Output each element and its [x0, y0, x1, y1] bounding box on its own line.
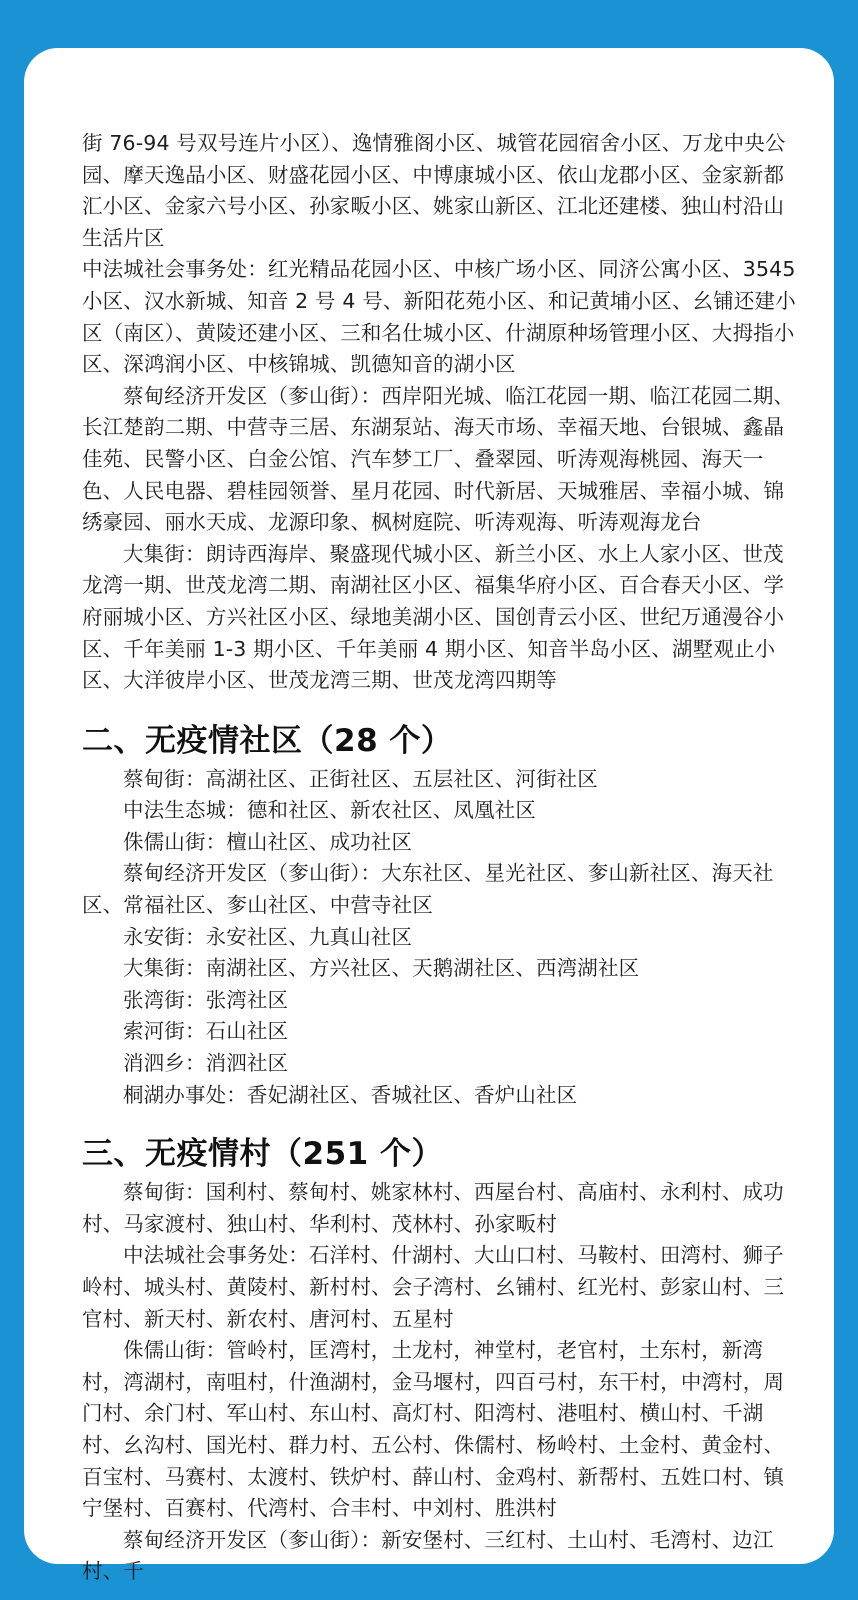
paragraph-zhongfacheng-communities: 中法城社会事务处：红光精品花园小区、中核广场小区、同济公寓小区、3545小区、汉水新城、知音 2 号 4 号、新阳花苑小区、和记黄埔小区、幺铺还建小区（南区）、黄陵还建小区、三和名仕城小区、什湖原种场管理小区、大拇指小区、深鸿润小区、中核锦城、凯德知音的湖小区	[82, 257, 796, 377]
document-body	[82, 128, 804, 1588]
paragraph-caidian-dev-zone-communities: 蔡甸经济开发区（奓山街）：西岸阳光城、临江花园一期、临江花园二期、长江楚韵二期、中营寺三居、东湖泵站、海天市场、幸福天地、台银城、鑫晶佳苑、民警小区、白金公馆、汽车梦工厂、叠翠园、听涛观海桃园、海天一色、人民电器、碧桂园领誉、星月花园、时代新居、天城雅居、幸福小城、锦绣豪园、丽水天成、龙源印象、枫树庭院、听涛观海、听涛观海龙台	[82, 383, 795, 535]
list-item: 蔡甸经济开发区（奓山街）：大东社区、星光社区、奓山新社区、海天社区、常福社区、奓山社区、中营寺社区	[82, 861, 774, 918]
list-item: 张湾街：张湾社区	[123, 987, 289, 1012]
list-item: 桐湖办事处：香妃湖社区、香城社区、香炉山社区	[123, 1082, 578, 1107]
paragraph-continued-list: 街 76-94 号双号连片小区）、逸情雅阁小区、城管花园宿舍小区、万龙中央公园、摩天逸品小区、财盛花园小区、中博康城小区、依山龙郡小区、金家新都汇小区、金家六号小区、孙家畈小区、姚家山新区、江北还建楼、独山村沿山生活片区	[82, 131, 786, 250]
paragraph-zhongfacheng-villages: 中法城社会事务处：石洋村、什湖村、大山口村、马鞍村、田湾村、狮子岭村、城头村、黄陵村、新村村、会子湾村、幺铺村、红光村、彭家山村、三官村、新天村、新农村、唐河村、五星村	[82, 1243, 785, 1331]
list-item: 永安街：永安社区、九真山社区	[123, 924, 413, 949]
section-heading-no-epidemic-villages: 三、无疫情村（251 个）	[82, 1136, 444, 1173]
list-item: 侏儒山街：檀山社区、成功社区	[123, 829, 413, 854]
paragraph-caidian-villages: 蔡甸街：国利村、蔡甸村、姚家林村、西屋台村、高庙村、永利村、成功村、马家渡村、独山村、华利村、茂林村、孙家畈村	[82, 1180, 784, 1236]
paragraph-caidian-dev-zone-villages: 蔡甸经济开发区（奓山街）：新安堡村、三红村、土山村、毛湾村、边江村、千	[82, 1527, 774, 1584]
list-item: 索河街：石山社区	[123, 1019, 289, 1044]
list-item: 蔡甸街：高湖社区、正街社区、五层社区、河街社区	[123, 766, 598, 791]
list-item: 消泗乡：消泗社区	[123, 1051, 289, 1076]
paragraph-zhurushan-villages: 侏儒山街：管岭村，匡湾村，土龙村，神堂村，老官村，土东村，新湾村，湾湖村，南咀村，什渔湖村，金马堰村，四百弓村，东干村，中湾村，周门村、余门村、军山村、东山村、高灯村、阳湾村、港咀村、横山村、千湖村、幺沟村、国光村、群力村、五公村、侏儒村、杨岭村、土金村、黄金村、百宝村、马赛村、太渡村、铁炉村、薛山村、金鸡村、新帮村、五姓口村、镇宁堡村、百赛村、代湾村、合丰村、中刘村、胜洪村	[82, 1338, 785, 1521]
paragraph-daji-communities: 大集街：朗诗西海岸、聚盛现代城小区、新兰小区、水上人家小区、世茂龙湾一期、世茂龙湾二期、南湖社区小区、福集华府小区、百合春天小区、学府丽城小区、方兴社区小区、绿地美湖小区、国创青云小区、世纪万通漫谷小区、千年美丽 1-3 期小区、千年美丽 4 期小区、知音半岛小区、湖墅观止小区、大洋彼岸小区、世茂龙湾三期、世茂龙湾四期等	[82, 541, 785, 693]
section-heading-no-epidemic-communities: 二、无疫情社区（28 个）	[82, 722, 453, 759]
list-item: 大集街：南湖社区、方兴社区、天鹅湖社区、西湾湖社区	[123, 956, 640, 981]
list-item: 中法生态城：德和社区、新农社区、凤凰社区	[123, 798, 536, 823]
content-card	[24, 48, 834, 1584]
